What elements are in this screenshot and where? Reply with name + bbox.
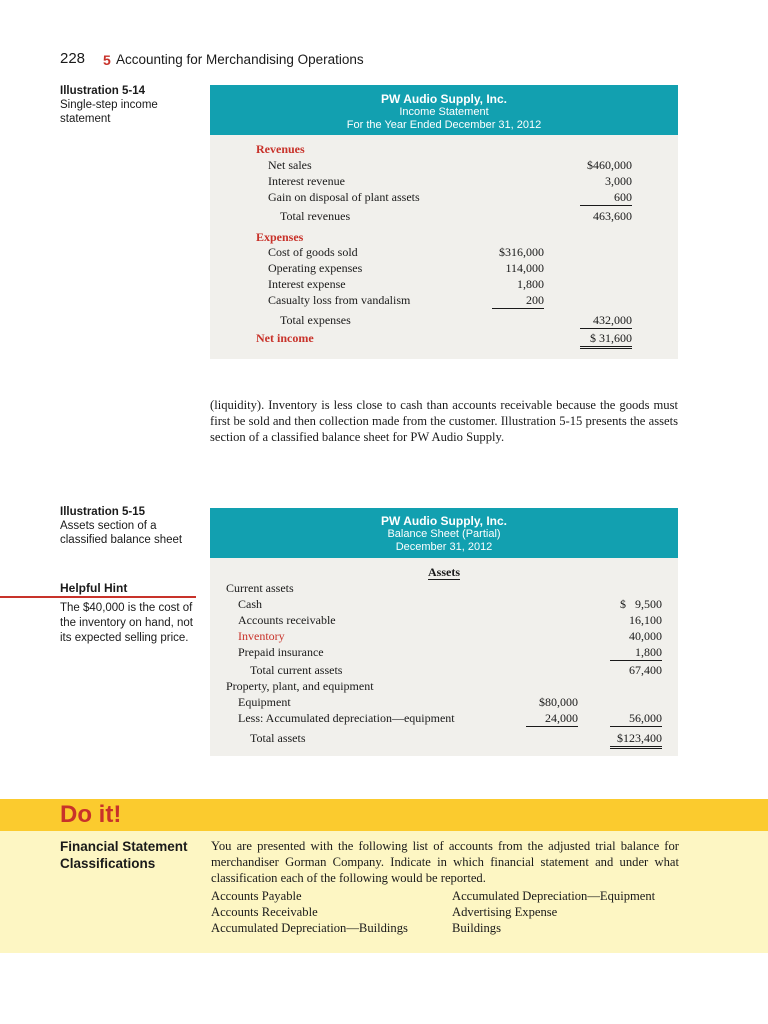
statement-title: Balance Sheet (Partial) xyxy=(387,528,501,540)
illustration-number: Illustration 5-15 xyxy=(60,506,145,518)
total-assets-amount: $123,400 xyxy=(610,730,662,749)
illustration-5-15-label xyxy=(60,505,190,547)
balance-sheet-panel xyxy=(210,508,678,756)
chapter-title: Accounting for Merchandising Operations xyxy=(116,52,364,67)
chapter-number: 5 xyxy=(103,52,111,68)
current-asset-amount: 40,000 xyxy=(629,629,662,643)
net-equipment-amount: 56,000 xyxy=(610,710,662,727)
total-current-assets-amount: 67,400 xyxy=(629,663,662,677)
assets-heading-text: Assets xyxy=(428,565,460,579)
do-it-text: You are presented with the following list of accounts from the adjusted trial balance for merchandiser Gorman Company. Indicate in which financial statement and under what classification each of the following would be reported. xyxy=(211,839,679,885)
expense-label: Cost of goods sold xyxy=(268,245,358,259)
helpful-hint-title: Helpful Hint xyxy=(60,581,128,595)
inventory-label: Inventory xyxy=(238,629,285,643)
helpful-hint-text: The $40,000 is the cost of the inventory on hand, not its expected selling price. xyxy=(60,602,193,644)
illustration-number: Illustration 5-14 xyxy=(60,85,145,97)
current-asset-amount: 16,100 xyxy=(629,613,662,627)
total-expenses-label: Total expenses xyxy=(280,313,351,327)
illustration-5-14-label xyxy=(60,84,190,126)
expense-amount: 200 xyxy=(492,292,544,309)
helpful-hint-rule xyxy=(0,596,196,598)
balance-sheet-header xyxy=(210,508,678,558)
revenue-label: Interest revenue xyxy=(268,174,345,188)
current-assets-label: Current assets xyxy=(226,581,294,595)
income-statement-panel xyxy=(210,85,678,359)
expense-label: Interest expense xyxy=(268,277,346,291)
expenses-heading: Expenses xyxy=(256,230,304,244)
expense-amount: 1,800 xyxy=(517,277,544,291)
company-name: PW Audio Supply, Inc. xyxy=(381,92,507,106)
expense-label: Casualty loss from vandalism xyxy=(268,293,411,307)
revenue-amount: 3,000 xyxy=(605,174,632,188)
current-asset-amount: $ 9,500 xyxy=(620,597,662,611)
revenue-label: Gain on disposal of plant assets xyxy=(268,190,420,204)
revenue-amount: $460,000 xyxy=(587,158,632,172)
statement-period: For the Year Ended December 31, 2012 xyxy=(346,119,542,131)
accumulated-depreciation-label: Less: Accumulated depreciation—equipment xyxy=(238,711,455,725)
expense-label: Operating expenses xyxy=(268,261,363,275)
income-statement-header xyxy=(210,85,678,135)
page-number: 228 xyxy=(60,50,86,67)
account-item: Accumulated Depreciation—Buildings xyxy=(211,921,408,935)
total-revenues-amount: 463,600 xyxy=(593,209,632,223)
company-name: PW Audio Supply, Inc. xyxy=(381,514,507,528)
revenue-amount: 600 xyxy=(580,189,632,206)
total-revenues-label: Total revenues xyxy=(280,209,351,223)
expense-amount: $316,000 xyxy=(499,245,544,259)
revenue-label: Net sales xyxy=(268,158,312,172)
statement-date: December 31, 2012 xyxy=(395,541,493,553)
body-paragraph: (liquidity). Inventory is less close to cash than accounts receivable because the goods must first be sold and then collection made from the customer. Illustration 5-15 presents the assets section of a classified balance sheet for PW Audio Supply. xyxy=(210,398,678,444)
statement-title: Income Statement xyxy=(399,106,489,118)
expense-amount: 114,000 xyxy=(505,261,544,275)
net-income-label: Net income xyxy=(256,331,314,345)
assets-heading xyxy=(210,564,678,580)
account-item: Advertising Expense xyxy=(452,905,558,919)
accumulated-depreciation-amount: 24,000 xyxy=(526,710,578,727)
current-asset-label: Prepaid insurance xyxy=(238,645,324,659)
current-asset-label: Accounts receivable xyxy=(238,613,336,627)
account-item: Buildings xyxy=(452,921,501,935)
current-asset-amount: 1,800 xyxy=(610,644,662,661)
account-item: Accounts Payable xyxy=(211,889,302,903)
do-it-title: Do it! xyxy=(60,801,122,828)
equipment-amount: $80,000 xyxy=(539,695,578,709)
revenues-heading: Revenues xyxy=(256,142,305,156)
ppe-label: Property, plant, and equipment xyxy=(226,679,374,693)
account-item: Accounts Receivable xyxy=(211,905,318,919)
total-expenses-amount: 432,000 xyxy=(580,312,632,329)
equipment-label: Equipment xyxy=(238,695,291,709)
total-assets-label: Total assets xyxy=(250,731,306,745)
illustration-caption: Single-step income statement xyxy=(60,99,158,125)
current-asset-label: Cash xyxy=(238,597,262,611)
total-current-assets-label: Total current assets xyxy=(250,663,343,677)
account-item: Accumulated Depreciation—Equipment xyxy=(452,889,656,903)
illustration-caption: Assets section of a classified balance sheet xyxy=(60,520,183,546)
net-income-amount: $ 31,600 xyxy=(580,330,632,349)
do-it-subtitle: Financial Statement Classifications xyxy=(60,839,188,871)
